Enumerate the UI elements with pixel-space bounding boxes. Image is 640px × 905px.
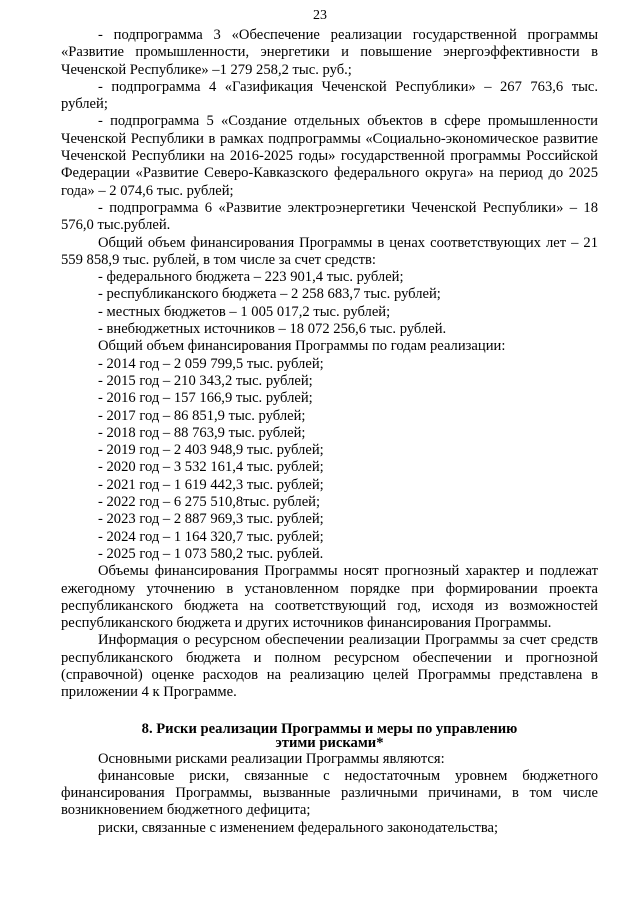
year-2014: - 2014 год – 2 059 799,5 тыс. рублей; <box>98 355 324 372</box>
source-federal: - федерального бюджета – 223 901,4 тыс. рублей; <box>98 269 404 286</box>
forecast-note: Объемы финансирования Программы носят прогнозный характер и подлежат ежегодному уточнению в установленном порядке при формировании проекта республиканского бюджета на соответствующий год, исходя из возможностей республиканского бюджета и других источников финансирования Программы. <box>61 563 598 632</box>
years-intro: Общий объем финансирования Программы по годам реализации: <box>98 338 506 355</box>
year-2019: - 2019 год – 2 403 948,9 тыс. рублей; <box>98 442 324 459</box>
risk-financial: финансовые риски, связанные с недостаточным уровнем бюджетного финансирования Программы, вызванные различными причинами, в том числе возникновением бюджетного дефицита; <box>61 767 598 819</box>
risk-legal: риски, связанные с изменением федерального законодательства; <box>98 819 499 836</box>
section-8-heading-line1: 8. Риски реализации Программы и меры по управлению <box>141 720 518 737</box>
section-8-heading-line2: этими рисками* <box>275 734 384 751</box>
year-2022: - 2022 год – 6 275 510,8тыс. рублей; <box>98 494 321 511</box>
risks-intro: Основными рисками реализации Программы являются: <box>98 750 445 767</box>
page-content <box>61 27 598 837</box>
subprogram-6: - подпрограмма 6 «Развитие электроэнергетики Чеченской Республики» – 18 576,0 тыс.рублей. <box>61 199 598 234</box>
section-8-heading <box>61 722 598 750</box>
resource-info: Информация о ресурсном обеспечении реализации Программы за счет средств республиканского бюджета и полном ресурсном обеспечении и прогнозной (справочной) оценке расходов на реализацию целей Программы представлена в приложении 4 к Программе. <box>61 632 598 701</box>
year-2024: - 2024 год – 1 164 320,7 тыс. рублей; <box>98 528 324 545</box>
year-2015: - 2015 год – 210 343,2 тыс. рублей; <box>98 372 313 389</box>
source-republican: - республиканского бюджета – 2 258 683,7 тыс. рублей; <box>98 286 441 303</box>
source-extrabudgetary: - внебюджетных источников – 18 072 256,6 тыс. рублей. <box>98 321 447 338</box>
year-2023: - 2023 год – 2 887 969,3 тыс. рублей; <box>98 511 324 528</box>
source-local: - местных бюджетов – 1 005 017,2 тыс. рублей; <box>98 303 391 320</box>
year-2020: - 2020 год – 3 532 161,4 тыс. рублей; <box>98 459 324 476</box>
subprogram-5: - подпрограмма 5 «Создание отдельных объектов в сфере промышленности Чеченской Республики в рамках подпрограммы «Социально-экономическое развитие Чеченской Республики на 2016-2025 годы» государственной программы Российской Федерации «Развитие Северо-Кавказского федерального округа» на период до 2025 года» – 2 074,6 тыс. рублей; <box>61 113 598 199</box>
year-2017: - 2017 год – 86 851,9 тыс. рублей; <box>98 407 306 424</box>
year-2025: - 2025 год – 1 073 580,2 тыс. рублей. <box>98 545 324 562</box>
year-2018: - 2018 год – 88 763,9 тыс. рублей; <box>98 424 306 441</box>
page-number: 23 <box>313 8 327 23</box>
subprogram-3: - подпрограмма 3 «Обеспечение реализации государственной программы «Развитие промышленности, энергетики и повышение энергоэффективности в Чеченской Республике» –1 279 258,2 тыс. руб.; <box>61 27 598 78</box>
total-financing: Общий объем финансирования Программы в ценах соответствующих лет – 21 559 858,9 тыс. рублей, в том числе за счет средств: <box>61 234 598 268</box>
year-2016: - 2016 год – 157 166,9 тыс. рублей; <box>98 390 313 407</box>
year-2021: - 2021 год – 1 619 442,3 тыс. рублей; <box>98 476 324 493</box>
subprogram-4: - подпрограмма 4 «Газификация Чеченской Республики» – 267 763,6 тыс. рублей; <box>61 78 598 113</box>
